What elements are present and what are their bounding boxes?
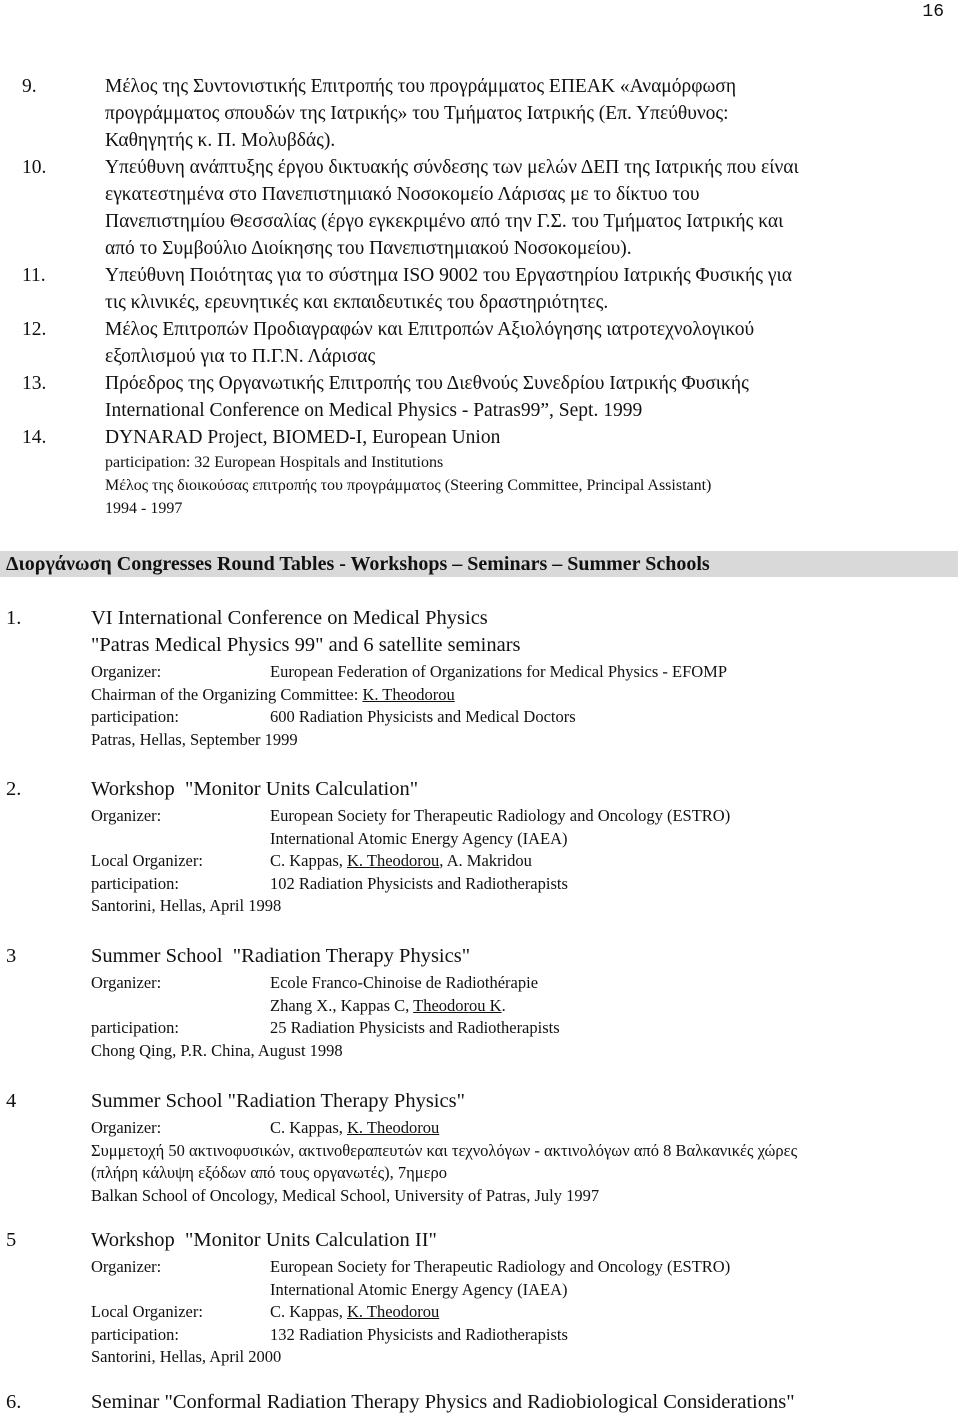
detail-text: Balkan School of Oncology, Medical School, University of Patras, July 1997 <box>91 1185 600 1205</box>
detail-value <box>270 1301 439 1324</box>
event-title: Workshop "Monitor Units Calculation" <box>91 778 419 800</box>
event-entry <box>0 943 960 1060</box>
item-line: Μέλος της Συντονιστικής Επιτροπής του προγράμματος ΕΠΕΑΚ «Αναμόρφωση <box>105 76 737 97</box>
item-line: International Conference on Medical Physics - Patras99”, Sept. 1999 <box>105 400 643 421</box>
detail-value: 102 Radiation Physicists and Radiotherapists <box>270 873 568 893</box>
detail-label: Chairman of the Organizing Committee: <box>91 684 363 704</box>
item-text <box>105 424 954 520</box>
detail-label: Organizer: <box>91 1118 162 1137</box>
item-number: 10. <box>22 157 47 178</box>
item-subline: 1994 - 1997 <box>105 500 183 517</box>
event-number: 3 <box>6 945 17 967</box>
detail-text: Santorini, Hellas, April 1998 <box>91 896 282 915</box>
item-number: 13. <box>22 373 47 394</box>
event-title: Seminar "Conformal Radiation Therapy Physics and Radiobiological Considerations" <box>91 1391 795 1413</box>
detail-value: International Atomic Energy Agency (IAEA) <box>270 1279 568 1299</box>
detail-label: participation: <box>91 1018 179 1037</box>
list-item <box>0 424 960 520</box>
detail-value: 132 Radiation Physicists and Radiotherapists <box>270 1324 568 1344</box>
item-line: Υπεύθυνη Ποιότητας για το σύστημα ISO 9002 του Εργαστηρίου Ιατρικής Φυσικής για <box>105 265 792 286</box>
item-text <box>105 154 954 262</box>
list-item <box>0 262 960 316</box>
detail-text: Chong Qing, P.R. China, August 1998 <box>91 1040 343 1060</box>
event-title: Summer School "Radiation Therapy Physics" <box>91 1090 465 1112</box>
event-entry <box>0 1227 960 1366</box>
item-line: από το Συμβούλιο Διοίκησης του Πανεπιστημιακού Νοσοκομείου). <box>105 238 632 259</box>
detail-value: 25 Radiation Physicists and Radiotherapists <box>270 1018 560 1037</box>
event-number: 2. <box>6 778 22 800</box>
item-line: τις κλινικές, ερευνητικές και εκπαιδευτικές του δραστηριότητες. <box>105 292 609 313</box>
event-title: Summer School "Radiation Therapy Physics" <box>91 945 471 967</box>
event-number: 5 <box>6 1229 17 1251</box>
event-subtitle <box>0 632 960 659</box>
item-line: Μέλος Επιτροπών Προδιαγραφών και Επιτροπών Αξιολόγησης ιατροτεχνολογικού <box>105 319 755 340</box>
page-number: 16 <box>922 2 944 22</box>
event-heading <box>0 1389 960 1416</box>
detail-value-text: , A. Makridou <box>439 851 532 870</box>
detail-value-text: C. Kappas, <box>270 851 347 870</box>
event-title-line2: "Patras Medical Physics 99" and 6 satellite seminars <box>91 634 521 656</box>
detail-value-text: Zhang X., Kappas C, <box>270 995 414 1015</box>
event-heading <box>0 1227 960 1254</box>
event-title: VI International Conference on Medical Physics <box>91 607 488 629</box>
detail-value-text: . <box>501 995 506 1015</box>
item-subline: participation: 32 European Hospitals and Institutions <box>105 454 444 471</box>
detail-text: Patras, Hellas, September 1999 <box>91 729 298 749</box>
detail-value: Ecole Franco-Chinoise de Radiothérapie <box>270 973 539 992</box>
event-entry <box>0 1088 960 1205</box>
item-line: εξοπλισμού για το Π.Γ.Ν. Λάρισας <box>105 346 376 367</box>
responsibilities-list <box>0 73 960 520</box>
detail-label: participation: <box>91 1324 179 1344</box>
item-line: DYNARAD Project, BIOMED-I, European Union <box>105 427 501 448</box>
detail-label: participation: <box>91 707 179 726</box>
detail-value <box>270 995 506 1018</box>
item-text <box>105 316 954 370</box>
item-line: εγκατεστημένα στο Πανεπιστημιακό Νοσοκομείο Λάρισας με το δίκτυο του <box>105 184 700 205</box>
event-heading <box>0 943 960 970</box>
person-name: K. Theodorou <box>347 1118 440 1137</box>
detail-label: Organizer: <box>91 973 162 992</box>
person-name: K. Theodorou <box>347 851 440 870</box>
item-line: προγράμματος σπουδών της Ιατρικής» του Τμήματος Ιατρικής (Επ. Υπεύθυνος: <box>105 103 729 124</box>
detail-value: European Society for Therapeutic Radiology and Oncology (ESTRO) <box>270 1257 731 1276</box>
event-number: 4 <box>6 1090 17 1112</box>
event-entry <box>0 1389 960 1416</box>
detail-label: Organizer: <box>91 662 162 681</box>
item-line: Πρόεδρος της Οργανωτικής Επιτροπής του Διεθνούς Συνεδρίου Ιατρικής Φυσικής <box>105 373 749 394</box>
event-number: 1. <box>6 607 22 629</box>
item-number: 9. <box>22 76 37 97</box>
event-entry <box>0 776 960 915</box>
person-name: K. Theodorou <box>347 1302 440 1321</box>
detail-label: participation: <box>91 873 179 893</box>
detail-label: Organizer: <box>91 1257 162 1276</box>
event-heading <box>0 1088 960 1115</box>
item-line: Υπεύθυνη ανάπτυξης έργου δικτυακής σύνδεσης των μελών ΔΕΠ της Ιατρικής που είναι <box>105 157 799 178</box>
detail-text <box>91 684 455 707</box>
item-text <box>105 73 954 154</box>
item-number: 14. <box>22 427 47 448</box>
detail-value-text: C. Kappas, <box>270 1118 347 1137</box>
person-name: Theodorou K <box>413 995 502 1015</box>
detail-label: Local Organizer: <box>91 1302 203 1321</box>
detail-value: European Society for Therapeutic Radiology and Oncology (ESTRO) <box>270 806 731 825</box>
event-entry <box>0 605 960 749</box>
item-subline: Μέλος της διοικούσας επιτροπής του προγράμματος (Steering Committee, Principal Assistant) <box>105 477 712 494</box>
item-text <box>105 370 954 424</box>
detail-text: Συμμετοχή 50 ακτινοφυσικών, ακτινοθεραπευτών και τεχνολόγων - ακτινολόγων από 8 Βαλκανικές χώρες <box>91 1140 798 1160</box>
event-number: 6. <box>6 1391 22 1413</box>
detail-value-text: C. Kappas, <box>270 1302 347 1321</box>
list-item <box>0 370 960 424</box>
detail-value: International Atomic Energy Agency (IAEA) <box>270 828 568 848</box>
list-item <box>0 154 960 262</box>
detail-value: European Federation of Organizations for Medical Physics - EFOMP <box>270 662 728 681</box>
item-text <box>105 262 954 316</box>
event-title: Workshop "Monitor Units Calculation II" <box>91 1229 437 1251</box>
list-item <box>0 73 960 154</box>
item-number: 12. <box>22 319 47 340</box>
detail-label: Organizer: <box>91 806 162 825</box>
list-item <box>0 316 960 370</box>
item-line: Πανεπιστημίου Θεσσαλίας (έργο εγκεκριμένο από την Γ.Σ. του Τμήματος Ιατρικής και <box>105 211 784 232</box>
event-heading <box>0 605 960 632</box>
item-number: 11. <box>22 265 46 286</box>
detail-value <box>270 850 532 873</box>
detail-value: 600 Radiation Physicists and Medical Doctors <box>270 707 576 726</box>
person-name: K. Theodorou <box>362 684 455 704</box>
section-heading: Διοργάνωση Congresses Round Tables - Workshops – Seminars – Summer Schools <box>0 551 958 577</box>
detail-text: (πλήρη κάλυψη εξόδων από τους οργανωτές), 7ημερο <box>91 1163 447 1182</box>
detail-value <box>270 1117 439 1140</box>
detail-text: Santorini, Hellas, April 2000 <box>91 1347 282 1366</box>
event-heading <box>0 776 960 803</box>
item-line: Καθηγητής κ. Π. Μολυβδάς). <box>105 130 336 151</box>
detail-label: Local Organizer: <box>91 851 203 870</box>
